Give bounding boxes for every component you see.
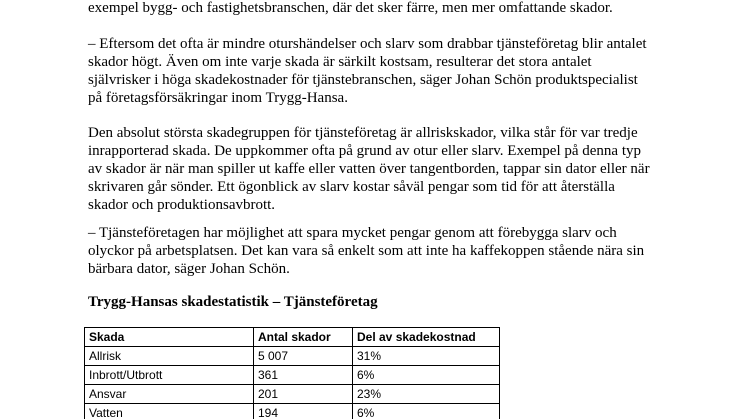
paragraph-line: exempel bygg- och fastighetsbranschen, där det sker färre, men mer omfattande skador.	[88, 0, 613, 16]
table-row	[85, 347, 500, 366]
paragraph-line: – Eftersom det ofta är mindre oturshändelser och slarv som drabbar tjänsteföretag blir antalet	[88, 36, 647, 52]
paragraph-line: självrisker i höga skadekostnader för tjänstebranschen, säger Johan Schön produktspecialist	[88, 72, 638, 88]
paragraph-line: olyckor på arbetsplatsen. Det kan vara så enkelt som att inte ha kaffekoppen stående nära sin	[88, 243, 645, 259]
paragraph-line: skador högt. Även om inte varje skada är särkilt kostsam, resulterar det stora antalet	[88, 54, 592, 70]
cell-del: 6%	[353, 404, 500, 419]
cell-del: 6%	[353, 366, 500, 385]
cell-del: 31%	[353, 347, 500, 366]
table-heading: Trygg-Hansas skadestatistik – Tjänsteföretag	[88, 294, 378, 310]
cell-skada: Ansvar	[85, 385, 254, 404]
column-header-antal: Antal skador	[254, 328, 353, 347]
cell-skada: Allrisk	[85, 347, 254, 366]
table-row	[85, 366, 500, 385]
table-header-row	[85, 328, 500, 347]
table-row	[85, 404, 500, 419]
column-header-del: Del av skadekostnad	[353, 328, 500, 347]
cell-antal: 194	[254, 404, 353, 419]
paragraph-line: Den absolut största skadegruppen för tjänsteföretag är allriskskador, vilka står för var tredje	[88, 125, 638, 141]
column-header-skada: Skada	[85, 328, 254, 347]
cell-antal: 5 007	[254, 347, 353, 366]
cell-del: 23%	[353, 385, 500, 404]
paragraph-line: av skador är när man spiller ut kaffe eller vatten över tangentborden, tappar sin dator eller när	[88, 161, 650, 177]
cell-antal: 201	[254, 385, 353, 404]
paragraph-line: på företagsförsäkringar inom Trygg-Hansa.	[88, 90, 348, 106]
table-row	[85, 385, 500, 404]
paragraph-line: skador och produktionsavbrott.	[88, 197, 276, 213]
cell-skada: Vatten	[85, 404, 254, 419]
paragraph-line: skrivaren går sönder. Ett ögonblick av slarv kostar såväl pengar som tid för att återställa	[88, 179, 615, 195]
paragraph-line: bärbara dator, säger Johan Schön.	[88, 261, 290, 277]
paragraph-line: inrapporterad skada. De uppkommer ofta på grund av otur eller slarv. Exempel på denna typ	[88, 143, 642, 159]
paragraph-line: – Tjänsteföretagen har möjlighet att spara mycket pengar genom att förebygga slarv och	[88, 225, 617, 241]
statistics-table	[84, 327, 500, 419]
cell-skada: Inbrott/Utbrott	[85, 366, 254, 385]
cell-antal: 361	[254, 366, 353, 385]
